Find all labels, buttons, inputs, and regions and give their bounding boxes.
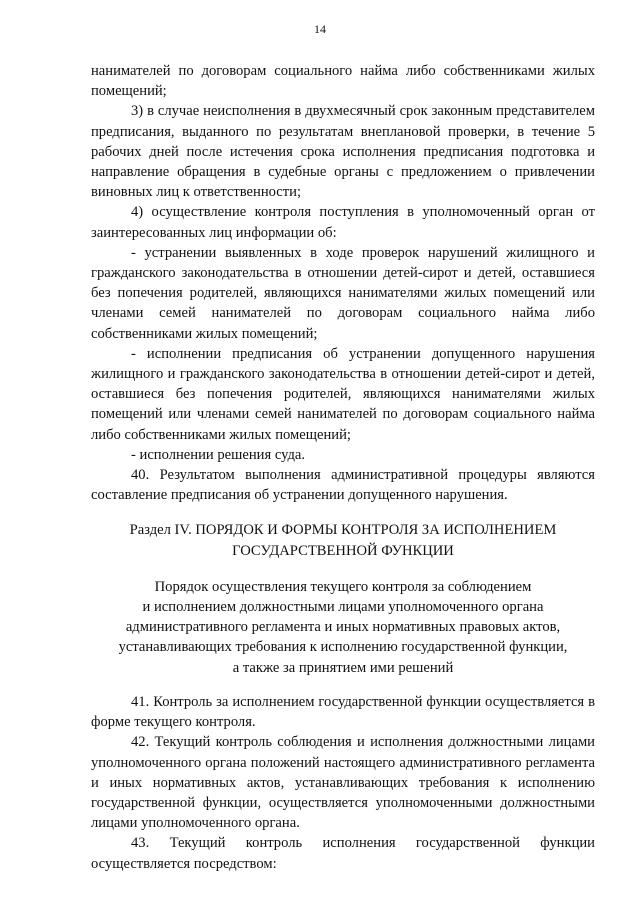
paragraph-item-4: 4) осуществление контроля поступления в уполномоченный орган от заинтересованных лиц информации об: [91,204,595,241]
subsection-heading-line: устанавливающих требования к исполнению государственной функции, [118,639,568,656]
paragraph-43: 43. Текущий контроль исполнения государственной функции осуществляется посредством: [91,835,595,872]
section-heading-line: Раздел IV. ПОРЯДОК И ФОРМЫ КОНТРОЛЯ ЗА ИСПОЛНЕНИЕМ [129,522,557,539]
paragraph-item-3: 3) в случае неисполнения в двухмесячный срок законным представителем предписания, выданного по результатам внеплановой проверки, в течение 5 рабочих дней после истечения срока исполнения предписания подготовка и направление обращения в судебные органы с предложением о привлечении виновных лиц к ответственности; [91,103,595,201]
document-body [91,61,595,874]
section-body [91,692,595,874]
section-heading [91,520,595,560]
subsection-heading-line: Порядок осуществления текущего контроля за соблюдением [154,578,532,595]
section-heading-line: ГОСУДАРСТВЕННОЙ ФУНКЦИИ [232,542,454,559]
paragraph-bullet-prescription: - исполнении предписания об устранении допущенного нарушения жилищного и гражданского законодательства в отношении детей-сирот и детей, оставшиеся без попечения родителей, являющихся нанимателями жилых помещений или членами семей нанимателей по договорам социального найма либо собственниками жилых помещений; [91,345,595,443]
paragraph-bullet-court: - исполнении решения суда. [131,446,306,463]
subsection-heading [91,577,595,678]
subsection-heading-line: и исполнением должностными лицами уполномоченного органа [142,599,544,616]
subsection-heading-line: административного регламента и иных нормативных правовых актов, [125,619,561,636]
subsection-heading-line: а также за принятием ими решений [232,659,454,676]
page-number: 14 [314,22,326,36]
paragraph-42: 42. Текущий контроль соблюдения и исполнения должностными лицами уполномоченного органа положений настоящего административного регламента и иных нормативных актов, устанавливающих требования к исполнению государственной функции, осуществляется уполномоченными должностными лицами уполномоченного органа. [91,734,595,832]
paragraph-41: 41. Контроль за исполнением государственной функции осуществляется в форме текущего контроля. [91,693,595,731]
paragraph-bullet-elimination: - устранении выявленных в ходе проверок нарушений жилищного и гражданского законодательства в отношении детей-сирот и детей, оставшиеся без попечения родителей, являющихся нанимателями жилых помещений или членами семей нанимателей по договорам социального найма либо собственниками жилых помещений; [91,244,595,342]
paragraph-continuation: нанимателей по договорам социального найма либо собственниками жилых помещений; [91,63,595,100]
paragraph-40: 40. Результатом выполнения административной процедуры являются составление предписания об устранении допущенного нарушения. [91,467,595,504]
